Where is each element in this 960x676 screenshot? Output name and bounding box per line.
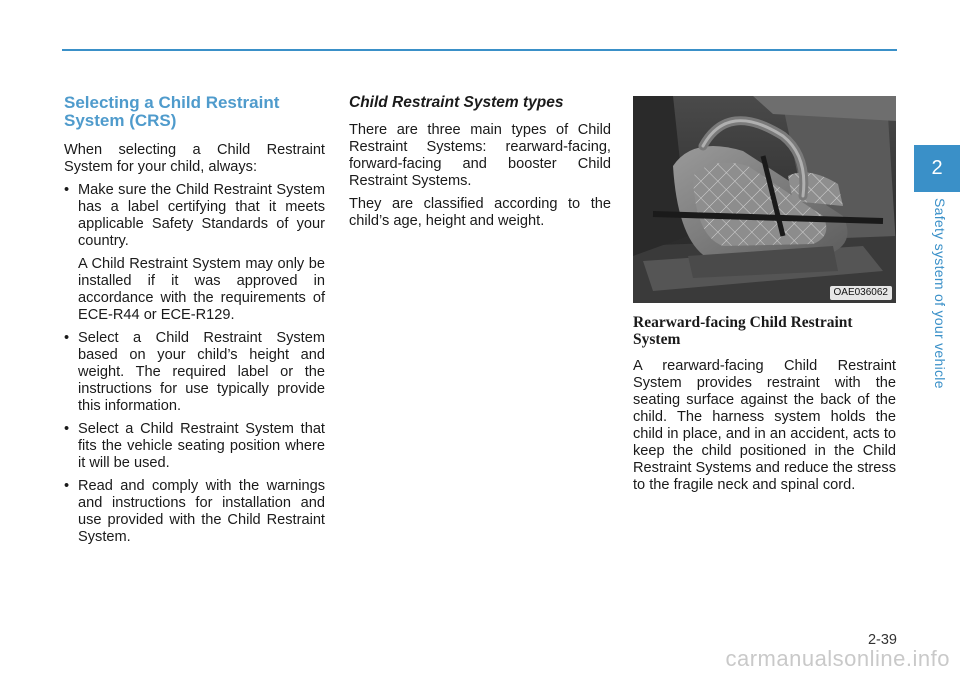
- list-item-text: Select a Child Restraint System based on your child’s height and weight. The required label or the instructions for use typically provide this information.: [78, 330, 325, 414]
- chapter-title: Safety system of your vehicle: [932, 198, 948, 389]
- chapter-number: 2: [931, 157, 943, 179]
- bullet-glyph: •: [64, 421, 70, 437]
- list-item-subparagraph: A Child Restraint System may only be installed if it was approved in accordance with the requirements of ECE-R44 or ECE-R129.: [78, 256, 325, 323]
- column-right: [633, 96, 896, 500]
- heading-crs-types: Child Restraint System types: [349, 94, 564, 111]
- list-item: [64, 182, 325, 324]
- bullet-glyph: •: [64, 330, 70, 346]
- column-middle: [349, 94, 611, 236]
- heading-rearward-facing-crs: Rearward-facing Child Restraint System: [633, 314, 853, 348]
- heading-selecting-crs: Selecting a Child Restraint System (CRS): [64, 93, 280, 130]
- list-item-text: Read and comply with the warnings and instructions for installation and use provided with the Child Restraint System.: [78, 478, 325, 545]
- crs-classification-paragraph: They are classified according to the child’s age, height and weight.: [349, 196, 611, 229]
- column-left: [64, 94, 325, 552]
- list-item: [64, 421, 325, 472]
- image-reference-code: OAE036062: [830, 286, 893, 300]
- crs-types-paragraph: There are three main types of Child Restraint Systems: rearward-facing, forward-facing and booster Child Restraint Systems.: [349, 122, 611, 189]
- bullet-glyph: •: [64, 478, 70, 494]
- watermark: carmanualsonline.info: [725, 646, 950, 671]
- intro-paragraph: When selecting a Child Restraint System for your child, always:: [64, 142, 325, 175]
- page-number: 2-39: [867, 632, 897, 648]
- top-rule: [62, 49, 897, 51]
- chapter-tab: [914, 145, 960, 192]
- list-item: [64, 478, 325, 546]
- crs-selection-list: [64, 182, 325, 546]
- car-seat-drawing: [633, 96, 896, 303]
- list-item: [64, 330, 325, 415]
- list-item-text: Select a Child Restraint System that fits the vehicle seating position where it will be used.: [78, 421, 325, 471]
- rearward-facing-paragraph: A rearward-facing Child Restraint System provides restraint with the seating surface against the back of the child. The harness system holds the child in place, and in an accident, acts to keep the child positioned in the Child Restraint Systems and reduce the stress to the fragile neck and spinal cord.: [633, 358, 896, 493]
- rearward-facing-seat-illustration: [633, 96, 896, 303]
- list-item-text: Make sure the Child Restraint System has a label certifying that it meets applicable Safety Standards of your country.: [78, 182, 325, 249]
- bullet-glyph: •: [64, 182, 70, 198]
